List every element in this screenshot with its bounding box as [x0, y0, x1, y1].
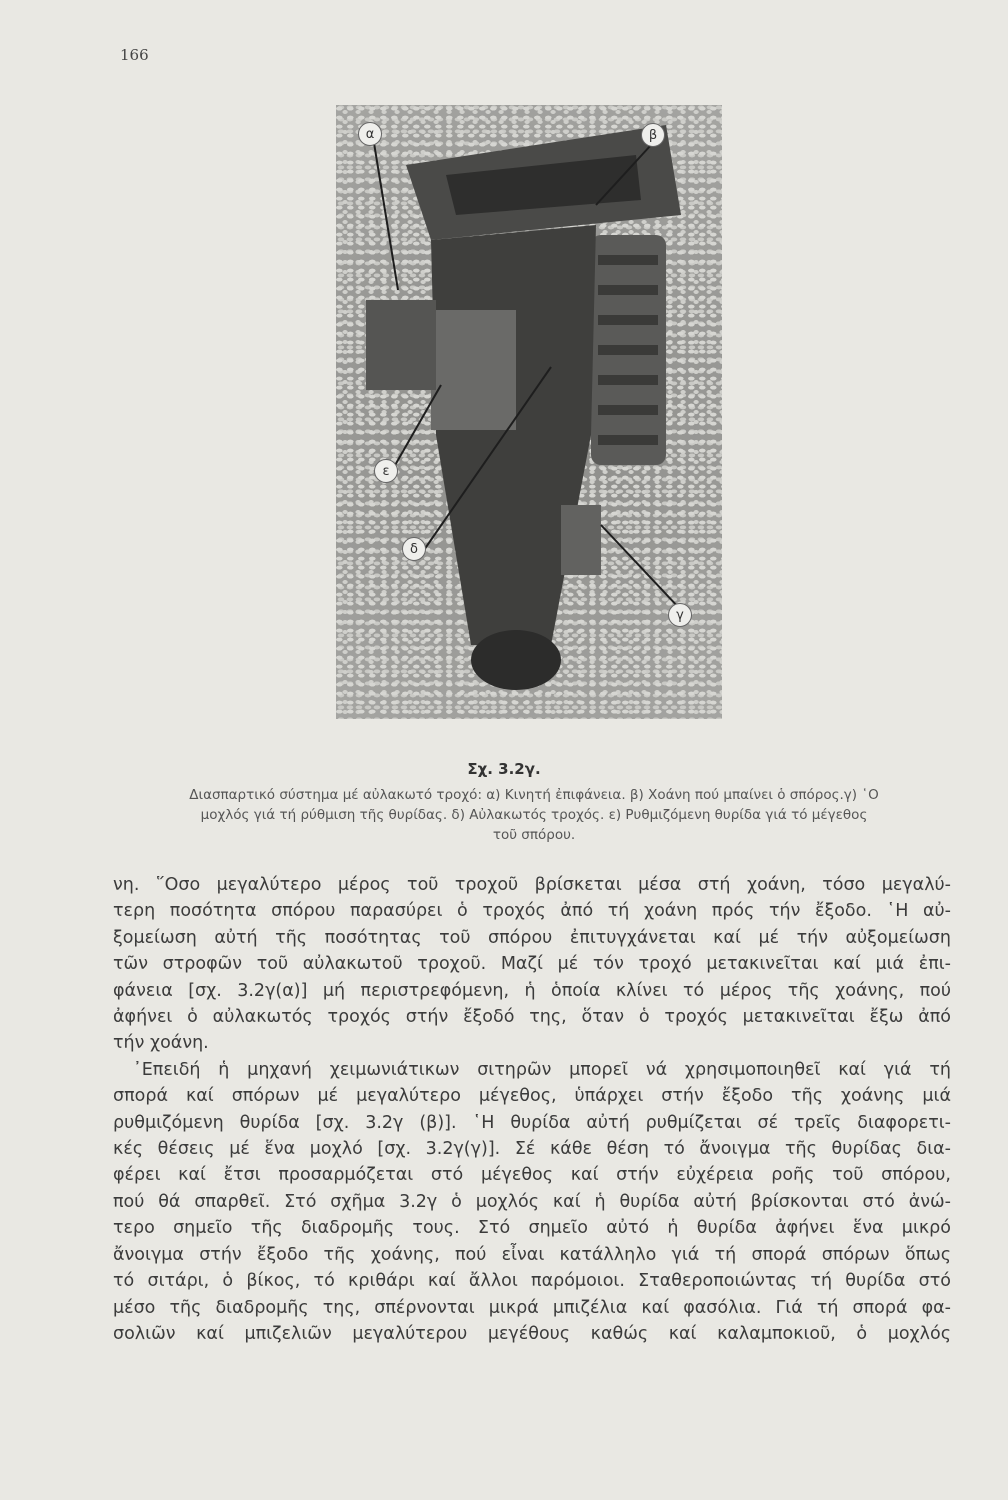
text-line: ἀφήνει ὁ αὐλακωτός τροχός στήν ἔξοδό της, ὅταν ὁ τροχός μετακινεῖται ἔξω ἀπό — [113, 1007, 951, 1028]
label-beta: β — [641, 123, 665, 147]
outlet — [471, 630, 561, 690]
caption-line: Διασπαρτικό σύστημα μέ αὐλακωτό τροχό: α) Κινητή ἐπιφάνεια. β) Χοάνη πού μπαίνει ὁ σπόρος.γ) ῾Ο — [189, 787, 879, 803]
text-line: ρυθμιζόμενη θυρίδα [σχ. 3.2γ (β)]. ῾Η θυρίδα αὐτή ρυθμίζεται σέ τρεῖς διαφορετι- — [113, 1112, 951, 1133]
page-number: 166 — [120, 46, 149, 64]
text-line: τῶν στροφῶν τοῦ αὐλακωτοῦ τροχοῦ. Μαζί μέ τόν τροχό μετακινεῖται καί μιά ἐπι- — [113, 954, 951, 975]
caption-line: μοχλός γιά τή ρύθμιση τῆς θυρίδας. δ) Αὐλακωτός τροχός. ε) Ρυθμιζόμενη θυρίδα γιά τό μέγεθος — [200, 807, 868, 823]
figure-caption — [116, 785, 952, 845]
text-line: φάνεια [σχ. 3.2γ(α)] μή περιστρεφόμενη, ἡ ὁποία κλίνει τό μέρος τῆς χοάνης, πού — [113, 980, 951, 1001]
text-line: ᾿Επειδή ἡ μηχανή χειμωνιάτικων σιτηρῶν μπορεῖ νά χρησιμοποιηθεῖ καί γιά τή — [133, 1059, 951, 1080]
figure-photo — [336, 105, 722, 719]
caption-line: τοῦ σπόρου. — [492, 827, 576, 843]
text-line: τερη ποσότητα σπόρου παρασύρει ὁ τροχός ἀπό τή χοάνη πρός τήν ἔξοδο. ῾Η αὐ- — [113, 901, 951, 922]
housing — [431, 225, 596, 645]
text-line: σολιῶν καί μπιζελιῶν μεγαλύτερου μεγέθους καθώς καί καλαμποκιοῦ, ὁ μοχλός — [113, 1323, 951, 1344]
text-line: πού θά σπαρθεῖ. Στό σχῆμα 3.2γ ὁ μοχλός καί ἡ θυρίδα αὐτή βρίσκονται στό ἀνώ- — [113, 1191, 951, 1212]
label-epsilon: ε — [374, 459, 398, 483]
seed-drill-illustration — [336, 105, 722, 719]
text-line: ἄνοιγμα στήν ἔξοδο τῆς χοάνης, πού εἶναι κατάλληλο γιά τή σπορά σπόρων ὅπως — [113, 1244, 951, 1265]
text-line: τήν χοάνη. — [113, 1033, 209, 1054]
text-line: μέσο τῆς διαδρομῆς της, σπέρνονται μικρά μπιζέλια καί φασόλια. Γιά τή σπορά φα- — [113, 1297, 951, 1318]
movable-surface — [366, 300, 436, 390]
text-line: σπορά καί σπόρων μέ μεγαλύτερο μέγεθος, ὑπάρχει στήν ἔξοδο τῆς χοάνης μιά — [113, 1086, 951, 1107]
figure-title: Σχ. 3.2γ. — [467, 760, 541, 778]
lever — [561, 505, 601, 575]
label-alpha: α — [358, 122, 382, 146]
text-line: τό σιτάρι, ὁ βίκος, τό κριθάρι καί ἄλλοι παρόμοιοι. Σταθεροποιώντας τή θυρίδα στό — [113, 1271, 951, 1292]
text-line: κές θέσεις μέ ἕνα μοχλό [σχ. 3.2γ(γ)]. Σέ κάθε θέση τό ἄνοιγμα τῆς θυρίδας δια- — [113, 1139, 951, 1160]
adjustable-gate — [431, 310, 516, 430]
label-delta: δ — [402, 537, 426, 561]
text-line: φέρει καί ἔτσι προσαρμόζεται στό μέγεθος καί στήν εὐχέρεια ροῆς τοῦ σπόρου, — [113, 1165, 951, 1186]
text-line: ξομείωση αὐτή τῆς ποσότητας τοῦ σπόρου ἐπιτυγχάνεται καί μέ τήν αὐξομείωση — [113, 927, 951, 948]
text-line: τερο σημεῖο τῆς διαδρομῆς τους. Στό σημεῖο αὐτό ἡ θυρίδα ἀφήνει ἕνα μικρό — [113, 1218, 951, 1239]
text-line: νη. ῞Οσο μεγαλύτερο μέρος τοῦ τροχοῦ βρίσκεται μέσα στή χοάνη, τόσο μεγαλύ- — [113, 875, 951, 895]
body-text — [113, 872, 951, 1347]
label-gamma: γ — [668, 603, 692, 627]
